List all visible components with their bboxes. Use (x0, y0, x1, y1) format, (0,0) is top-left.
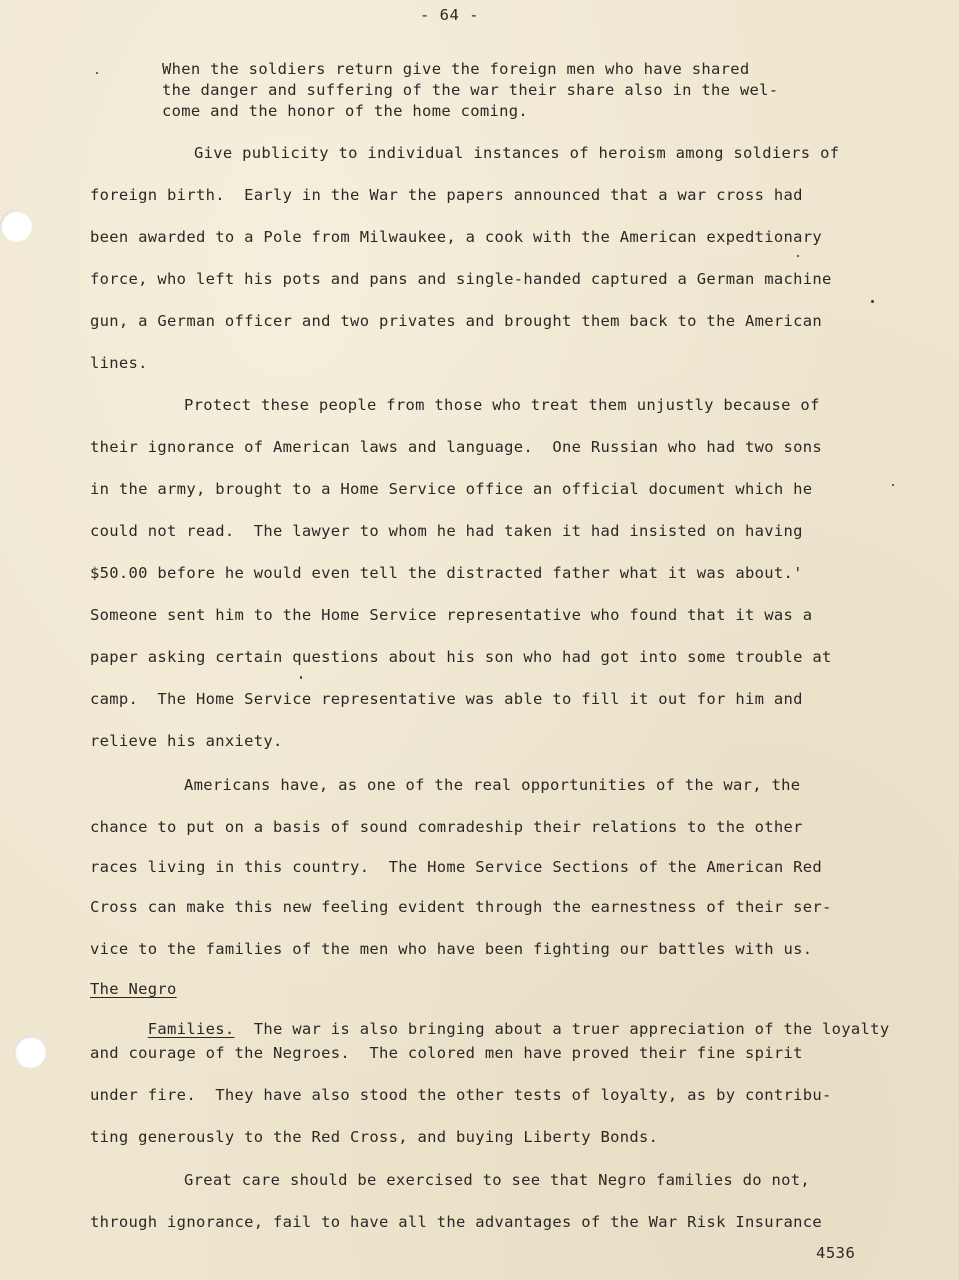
text-line: vice to the families of the men who have been fighting our battles with us. (90, 940, 813, 958)
section-heading-line2: Families. (147, 1020, 235, 1038)
text-line: Great care should be exercised to see that Negro families do not, (184, 1171, 811, 1189)
binder-hole-top (0, 210, 32, 242)
text-line: camp. The Home Service representative was able to fill it out for him and (90, 690, 803, 708)
text-line: $50.00 before he would even tell the distracted father what it was about.' (90, 564, 803, 582)
paper-speck (892, 484, 894, 486)
text-line: Someone sent him to the Home Service representative who found that it was a (90, 606, 813, 624)
text-line: When the soldiers return give the foreign men who have shared (162, 60, 750, 78)
paper-speck (96, 72, 98, 74)
binder-hole-bottom (14, 1036, 46, 1068)
text-line: ting generously to the Red Cross, and buying Liberty Bonds. (90, 1128, 659, 1146)
text-line: paper asking certain questions about his son who had got into some trouble at (90, 648, 832, 666)
text-line: lines. (90, 354, 148, 372)
paper-speck (871, 300, 874, 303)
text-line: in the army, brought to a Home Service office an official document which he (90, 480, 813, 498)
text-line: come and the honor of the home coming. (162, 102, 529, 120)
text-line: and courage of the Negroes. The colored men have proved their fine spirit (90, 1044, 803, 1062)
footer-number: 4536 (816, 1244, 856, 1262)
text-line: force, who left his pots and pans and single-handed captured a German machine (90, 270, 832, 288)
paper-speck (797, 255, 799, 257)
text-line: races living in this country. The Home Service Sections of the American Red (90, 858, 823, 876)
text-line-rest: The war is also bringing about a truer appreciation of the loyalty (234, 1020, 890, 1038)
text-line: gun, a German officer and two privates and brought them back to the American (90, 312, 823, 330)
text-line: Protect these people from those who treat them unjustly because of (184, 396, 820, 414)
text-line: chance to put on a basis of sound comradeship their relations to the other (90, 818, 803, 836)
text-line: Cross can make this new feeling evident through the earnestness of their ser- (90, 898, 832, 916)
text-line: could not read. The lawyer to whom he had taken it had insisted on having (90, 522, 803, 540)
page-number: - 64 - (420, 6, 479, 24)
paper-speck (300, 676, 302, 679)
text-line: the danger and suffering of the war their share also in the wel- (162, 81, 779, 99)
text-line: through ignorance, fail to have all the advantages of the War Risk Insurance (90, 1213, 823, 1231)
text-line: relieve his anxiety. (90, 732, 283, 750)
text-line: their ignorance of American laws and language. One Russian who had two sons (90, 438, 823, 456)
text-line: been awarded to a Pole from Milwaukee, a cook with the American expedtionary (90, 228, 823, 246)
section-heading-line1: The Negro (90, 980, 177, 998)
text-line: Give publicity to individual instances of heroism among soldiers of (194, 144, 840, 162)
text-line: foreign birth. Early in the War the papers announced that a war cross had (90, 186, 803, 204)
text-line: Americans have, as one of the real opportunities of the war, the (184, 776, 801, 794)
text-line: under fire. They have also stood the other tests of loyalty, as by contribu- (90, 1086, 832, 1104)
